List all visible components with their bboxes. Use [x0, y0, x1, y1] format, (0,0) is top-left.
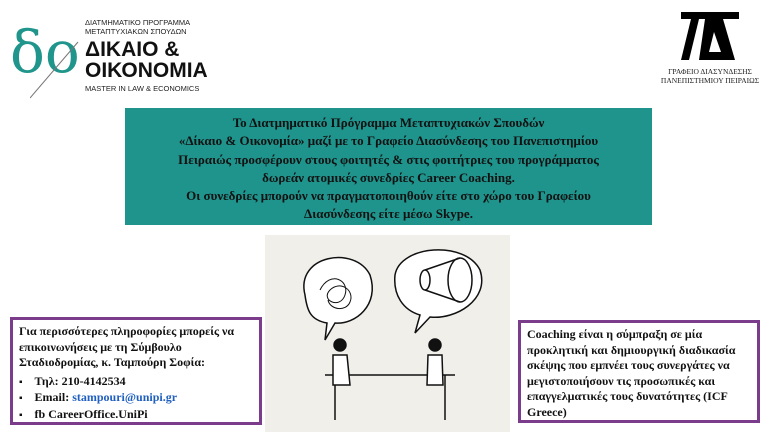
law-economics-logo	[10, 12, 230, 92]
career-office-logo	[660, 10, 760, 90]
office-line1: ΓΡΑΦΕΙΟ ΔΙΑΣΥΝΔΕΣΗΣ	[668, 67, 752, 76]
announcement-box	[125, 108, 652, 225]
announcement-line: Πειραιώς προσφέρουν στους φοιτητές & στις φοιτήτριες του προγράμματος	[178, 151, 599, 167]
logo-subtitle: MASTER IN LAW & ECONOMICS	[85, 84, 200, 93]
logo-slash	[30, 40, 80, 100]
contact-facebook: ▪ fb CareerOffice.UniPi	[19, 407, 253, 424]
logo-title1: ΔΙΚΑΙΟ &	[85, 38, 180, 61]
contact-intro: Για περισσότερες πληροφορίες μπορείς να επικοινωνήσεις με τη Σύμβουλο Σταδιοδρομίας, κ. Ταμπούρη Σοφία:	[19, 324, 235, 369]
tangled-thought-bubble	[304, 258, 372, 340]
coaching-definition: Coaching είναι η σύμπραξη σε μία προκλητική και δημιουργική διαδικασία σκέψης που εμπνέει τους συνεργάτες να μεγιστοποιήσουν τις προσωπικές και επαγγελματικές τους δυνατότητες (ICF Greece)	[527, 327, 736, 419]
coaching-illustration	[265, 235, 510, 432]
logo-title2: ΟΙΚΟΝΟΜΙΑ	[85, 59, 208, 82]
definition-box	[518, 320, 760, 423]
logo-line2: ΜΕΤΑΠΤΥΧΙΑΚΩΝ ΣΠΟΥΔΩΝ	[85, 27, 187, 36]
office-line2: ΠΑΝΕΠΙΣΤΗΜΙΟΥ ΠΕΙΡΑΙΩΣ	[660, 76, 760, 85]
announcement-line: Διασύνδεσης είτε μέσω Skype.	[304, 206, 473, 222]
announcement-line: δωρεάν ατομικές συνεδρίες Career Coaching.	[262, 169, 515, 185]
announcement-line: Το Διατμηματικό Πρόγραμμα Μεταπτυχιακών Σπουδών	[232, 115, 545, 130]
announcement-line: Οι συνεδρίες μπορούν να πραγματοποιηθούν είτε στο χώρο του Γραφείου	[186, 188, 591, 204]
email-label: Email:	[34, 390, 73, 404]
logo-line1: ΔΙΑΤΜΗΜΑΤΙΚΟ ΠΡΟΓΡΑΜΜΑ	[85, 18, 191, 27]
spool-thought-bubble	[395, 250, 482, 333]
contact-box	[10, 317, 262, 425]
delta-omicron-symbol: δο	[10, 18, 80, 86]
career-office-emblem	[677, 10, 743, 62]
contact-phone: ▪ Τηλ: 210-4142534	[19, 374, 253, 391]
contact-email-item	[19, 390, 253, 407]
email-link[interactable]: stampouri@unipi.gr	[72, 390, 178, 404]
announcement-line: «Δίκαιο & Οικονομία» μαζί με το Γραφείο Διασύνδεσης του Πανεπιστημίου	[178, 133, 599, 149]
